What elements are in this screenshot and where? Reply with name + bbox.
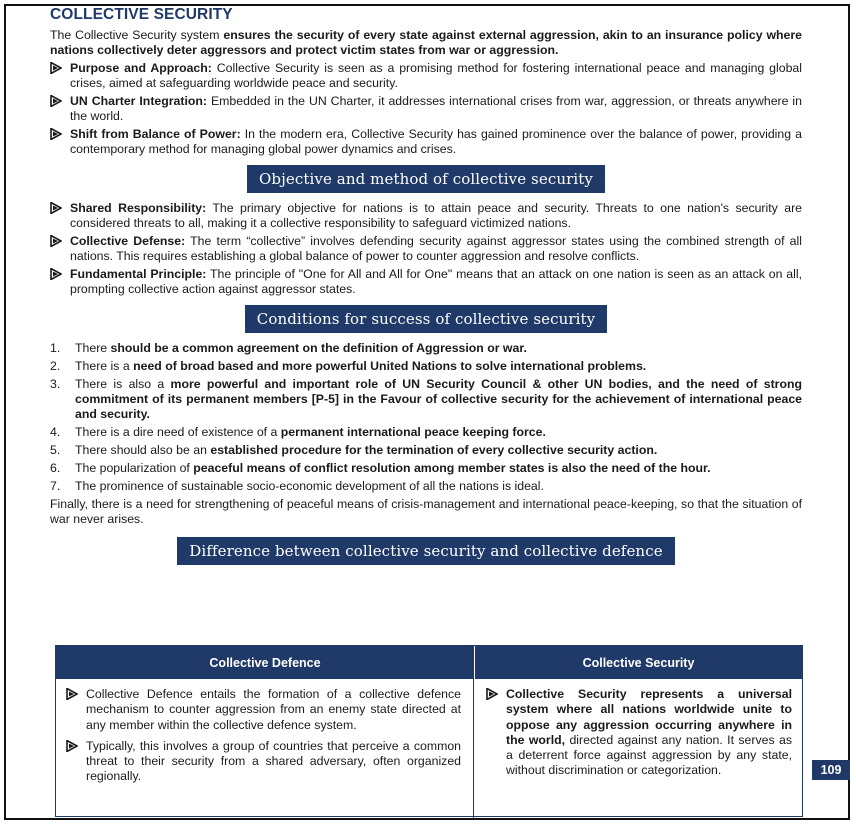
arrow-bullet-icon xyxy=(50,202,64,214)
table-body xyxy=(56,679,802,818)
arrow-bullet-icon xyxy=(66,740,80,752)
intro-bold: ensures the security of every state against external aggression, akin to an insurance policy where nations collectively deter aggressors and protect victim states from war or aggression. xyxy=(50,28,802,57)
bullet-item xyxy=(50,127,802,157)
table-header-collective-security: Collective Security xyxy=(582,655,695,670)
bullet-item xyxy=(50,94,802,124)
table-header-collective-defence: Collective Defence xyxy=(56,646,475,679)
list-item: 4. There is a dire need of existence of a permanent international peace keeping force. xyxy=(50,425,546,439)
bullet-label: Collective Defense: xyxy=(70,234,186,248)
bullet-text: In the modern era, Collective Security has gained prominence over the balance of power, providing a contemporary method for managing global power dynamics and crises. xyxy=(70,127,802,156)
arrow-bullet-icon xyxy=(50,268,64,280)
bullet-label: Fundamental Principle: xyxy=(70,267,207,281)
bullet-text: Collective Security is seen as a promising method for fostering international peace and managing global crises, aimed at safeguarding worldwide peace and security. xyxy=(70,61,802,90)
arrow-bullet-icon xyxy=(486,688,500,700)
page-title: COLLECTIVE SECURITY xyxy=(50,6,233,23)
bullet-text: directed against any nation. It serves as a deterrent force against aggression by any state, without discrimination or categorization. xyxy=(506,732,792,778)
table-header xyxy=(56,646,802,679)
intro-paragraph xyxy=(50,28,802,58)
bullet-item xyxy=(66,687,461,733)
list-item: 7. The prominence of sustainable socio-economic development of all the nations is ideal. xyxy=(50,479,544,493)
arrow-bullet-icon xyxy=(50,235,64,247)
bullet-item xyxy=(50,234,802,264)
list-number: 5. xyxy=(50,443,61,457)
arrow-bullet-icon xyxy=(50,128,64,140)
section-banner-conditions: Conditions for success of collective security xyxy=(245,305,607,333)
bullet-label: UN Charter Integration: xyxy=(70,94,208,108)
bullet-item xyxy=(66,739,461,785)
list-number: 6. xyxy=(50,461,61,475)
bullet-text: Typically, this involves a group of countries that perceive a common threat to their security from a shared adversary, often organized regionally. xyxy=(86,738,461,784)
bullet-item xyxy=(50,267,802,297)
list-item: 1. There should be a common agreement on the definition of Aggression or war. xyxy=(50,341,527,355)
bullet-item xyxy=(486,687,792,779)
bullet-label: Purpose and Approach: xyxy=(70,61,212,75)
arrow-bullet-icon xyxy=(66,688,80,700)
bullet-text: The term “collective” involves defending security against aggressor states using the combined strength of all nations. This requires establishing a global balance of power to counter aggression and resolve conflicts. xyxy=(70,234,802,263)
conditions-list xyxy=(50,341,802,494)
list-item: 2. There is a need of broad based and more powerful United Nations to solve international problems. xyxy=(50,359,647,373)
table-cell-security xyxy=(474,679,802,818)
bullet-text: Embedded in the UN Charter, it addresses international crises from war, aggression, or threats anywhere in the world. xyxy=(70,94,802,123)
bullet-item xyxy=(50,201,802,231)
list-number: 3. xyxy=(50,377,61,391)
bullet-text: The primary objective for nations is to attain peace and security. Threats to one nation's security are considered threats to all, making it a collective responsibility to safeguard victimized nations. xyxy=(70,201,803,230)
page-number: 109 xyxy=(812,760,850,780)
section2-bullets xyxy=(50,201,802,297)
list-item: 5. There should also be an established procedure for the termination of every collective security action. xyxy=(50,443,658,457)
list-number: 7. xyxy=(50,479,61,493)
list-item: 6. The popularization of peaceful means of conflict resolution among member states is also the need of the hour. xyxy=(50,461,711,475)
list-number: 2. xyxy=(50,359,61,373)
arrow-bullet-icon xyxy=(50,95,64,107)
page-content xyxy=(50,6,802,573)
arrow-bullet-icon xyxy=(50,62,64,74)
bullet-text: The principle of "One for All and All for One" means that an attack on one nation is seen as an attack on all, prompting collective action against aggressor states. xyxy=(70,267,803,296)
bullet-text: Collective Defence entails the formation of a collective defence mechanism to counter aggression from an enemy state directed at any member within the collective defence system. xyxy=(86,687,461,732)
bullet-bold-text: Collective Security represents a universal system where all nations worldwide unite to oppose any aggression occurring anywhere in the world, xyxy=(506,687,792,747)
bullet-item xyxy=(50,61,802,91)
section-banner-difference: Difference between collective security and collective defence xyxy=(177,537,674,565)
bullet-label: Shift from Balance of Power: xyxy=(70,127,241,141)
intro-plain: The Collective Security system xyxy=(50,28,224,42)
section1-bullets xyxy=(50,61,802,157)
comparison-table xyxy=(55,645,803,817)
section-banner-objective: Objective and method of collective security xyxy=(247,165,605,193)
list-item: 3. There is also a more powerful and important role of UN Security Council & other UN bodies, and the need of strong commitment of its permanent members [P-5] in the Favour of collective security for the achievement of international peace and security. xyxy=(50,377,802,421)
bullet-label: Shared Responsibility: xyxy=(70,201,207,215)
conclusion-paragraph: Finally, there is a need for strengthening of peaceful means of crisis-management and international peace-keeping, so that the situation of war never arises. xyxy=(50,497,802,526)
list-number: 4. xyxy=(50,425,61,439)
list-number: 1. xyxy=(50,341,61,355)
table-cell-defence xyxy=(56,679,474,818)
